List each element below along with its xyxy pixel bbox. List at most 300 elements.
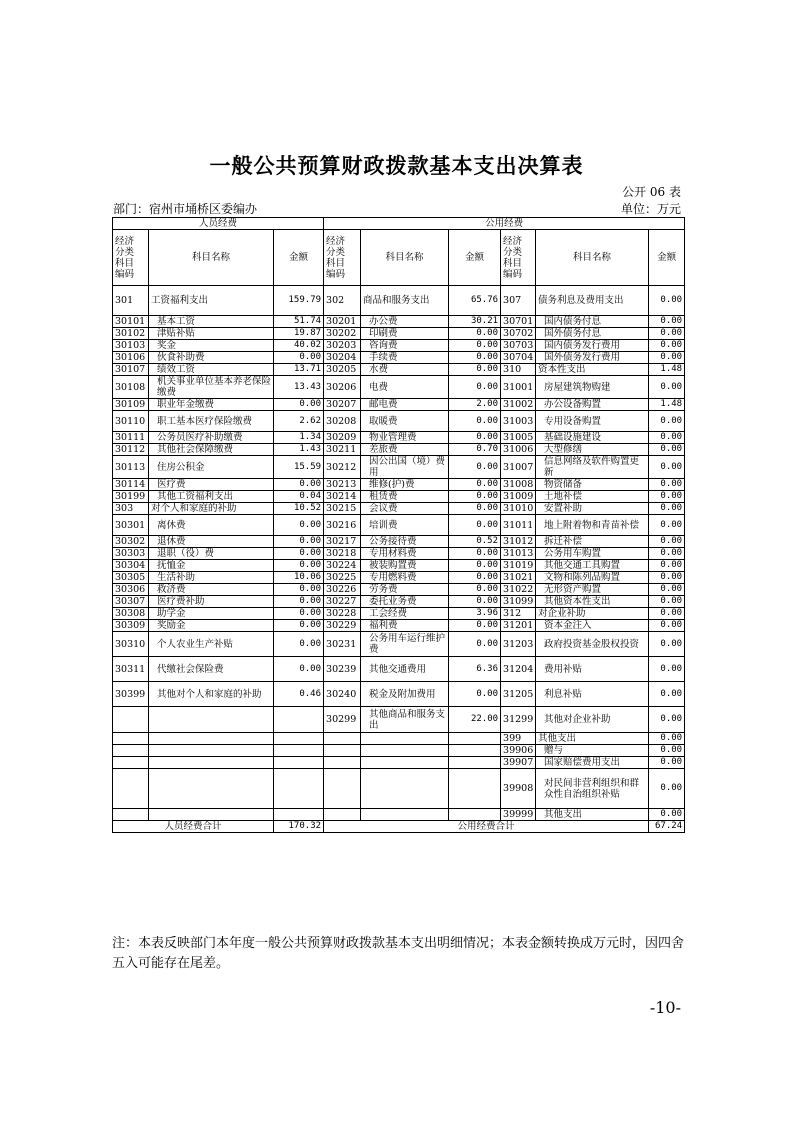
personnel-name-cell: 其他对个人和家庭的补助 <box>149 682 274 707</box>
personnel-name-cell: 奖金 <box>149 340 274 352</box>
capital-code-cell: 39999 <box>501 809 536 821</box>
public-total-label: 公用经费合计 <box>324 821 649 833</box>
capital-code-cell: 39908 <box>501 769 536 809</box>
personnel-amount-cell: 0.00 <box>274 515 324 536</box>
public-amount-cell: 0.00 <box>449 411 501 432</box>
capital-amount-cell: 0.00 <box>649 584 685 596</box>
capital-code-cell: 31022 <box>501 584 536 596</box>
personnel-name-cell <box>149 733 274 745</box>
capital-amount-cell: 0.00 <box>649 548 685 560</box>
public-code-cell <box>324 757 361 769</box>
public-code-cell: 30207 <box>324 399 361 411</box>
personnel-code-cell: 30102 <box>113 328 149 340</box>
capital-amount-cell: 0.00 <box>649 536 685 548</box>
public-name-cell <box>361 769 449 809</box>
capital-code-cell: 31006 <box>501 444 536 456</box>
personnel-name-cell: 离休费 <box>149 515 274 536</box>
personnel-name-cell: 生活补助 <box>149 572 274 584</box>
personnel-name-cell <box>149 769 274 809</box>
personnel-amount-cell: 0.46 <box>274 682 324 707</box>
public-code-cell: 30205 <box>324 364 361 376</box>
personnel-amount-cell: 0.00 <box>274 548 324 560</box>
personnel-amount-cell: 0.04 <box>274 491 324 503</box>
capital-amount-cell: 0.00 <box>649 657 685 682</box>
personnel-name-cell <box>149 809 274 821</box>
personnel-amount-cell: 0.00 <box>274 596 324 608</box>
table-row <box>113 707 685 733</box>
personnel-code-cell: 30112 <box>113 444 149 456</box>
personnel-amount-cell: 15.59 <box>274 456 324 479</box>
capital-code-cell: 31019 <box>501 560 536 572</box>
capital-name-cell: 国内债务发行费用 <box>536 340 649 352</box>
personnel-amount-cell: 0.00 <box>274 608 324 620</box>
public-name-cell: 维修(护)费 <box>361 479 449 491</box>
personnel-name-cell <box>149 707 274 733</box>
capital-code-cell: 31009 <box>501 491 536 503</box>
capital-amount-cell: 0.00 <box>649 503 685 515</box>
personnel-code-cell: 30107 <box>113 364 149 376</box>
capital-name-cell: 赠与 <box>536 745 649 757</box>
personnel-name-cell: 基本工资 <box>149 316 274 328</box>
table-row <box>113 399 685 411</box>
capital-name-cell: 其他对企业补助 <box>536 707 649 733</box>
capital-amount-cell: 0.00 <box>649 682 685 707</box>
public-amount-cell: 0.00 <box>449 584 501 596</box>
table-row <box>113 608 685 620</box>
table-row <box>113 682 685 707</box>
capital-code-cell: 31010 <box>501 503 536 515</box>
table-row <box>113 364 685 376</box>
personnel-code-cell: 30303 <box>113 548 149 560</box>
public-amount-cell: 0.00 <box>449 515 501 536</box>
capital-code-cell: 307 <box>501 286 536 316</box>
public-code-cell: 30225 <box>324 572 361 584</box>
capital-code-cell: 39906 <box>501 745 536 757</box>
personnel-name-cell: 绩效工资 <box>149 364 274 376</box>
capital-name-cell: 国外债务付息 <box>536 328 649 340</box>
capital-name-cell: 国外债务发行费用 <box>536 352 649 364</box>
personnel-name-cell: 其他社会保障缴费 <box>149 444 274 456</box>
personnel-name-cell: 工资福利支出 <box>149 286 274 316</box>
public-code-cell: 30212 <box>324 456 361 479</box>
public-amount-cell: 0.00 <box>449 432 501 444</box>
personnel-amount-cell: 159.79 <box>274 286 324 316</box>
personnel-code-cell <box>113 769 149 809</box>
personnel-name-cell: 退休费 <box>149 536 274 548</box>
personnel-code-cell: 30305 <box>113 572 149 584</box>
personnel-name-cell: 助学金 <box>149 608 274 620</box>
table-row <box>113 491 685 503</box>
public-name-cell: 其他商品和服务支出 <box>361 707 449 733</box>
capital-code-cell: 30704 <box>501 352 536 364</box>
public-code-cell: 30201 <box>324 316 361 328</box>
personnel-code-cell <box>113 745 149 757</box>
table-row <box>113 456 685 479</box>
personnel-name-cell: 津贴补贴 <box>149 328 274 340</box>
personnel-amount-cell: 0.00 <box>274 632 324 657</box>
personnel-code-cell: 303 <box>113 503 149 515</box>
public-amount-cell: 0.00 <box>449 620 501 632</box>
capital-amount-cell: 0.00 <box>649 515 685 536</box>
capital-code-cell: 31005 <box>501 432 536 444</box>
personnel-amount-cell: 0.00 <box>274 352 324 364</box>
personnel-total-label: 人员经费合计 <box>113 821 274 833</box>
personnel-amount-cell: 10.52 <box>274 503 324 515</box>
public-amount-cell: 30.21 <box>449 316 501 328</box>
personnel-code-cell: 30310 <box>113 632 149 657</box>
public-code-cell: 30239 <box>324 657 361 682</box>
personnel-code-cell: 30302 <box>113 536 149 548</box>
personnel-amount-cell: 0.00 <box>274 560 324 572</box>
public-amount-cell: 0.00 <box>449 340 501 352</box>
capital-name-cell: 政府投资基金股权投资 <box>536 632 649 657</box>
capital-name-cell: 费用补贴 <box>536 657 649 682</box>
personnel-amount-cell: 0.00 <box>274 399 324 411</box>
personnel-code-cell: 301 <box>113 286 149 316</box>
table-row <box>113 632 685 657</box>
public-name-cell: 因公出国（境）费用 <box>361 456 449 479</box>
public-name-cell: 公务用车运行维护费 <box>361 632 449 657</box>
table-row <box>113 316 685 328</box>
capital-amount-cell: 1.48 <box>649 364 685 376</box>
table-row <box>113 411 685 432</box>
capital-code-cell: 31002 <box>501 399 536 411</box>
public-name-cell <box>361 757 449 769</box>
public-amount-cell: 0.00 <box>449 596 501 608</box>
public-code-cell: 30240 <box>324 682 361 707</box>
form-number: 公开 06 表 <box>622 185 681 199</box>
public-name-cell: 租赁费 <box>361 491 449 503</box>
public-code-cell: 30299 <box>324 707 361 733</box>
capital-name-cell: 大型修缮 <box>536 444 649 456</box>
personnel-name-cell: 住房公积金 <box>149 456 274 479</box>
personnel-name-cell: 其他工资福利支出 <box>149 491 274 503</box>
personnel-code-cell: 30106 <box>113 352 149 364</box>
code-header: 经济 分类 科目 编码 <box>324 230 361 286</box>
capital-name-cell: 地上附着物和青苗补偿 <box>536 515 649 536</box>
personnel-code-cell: 30103 <box>113 340 149 352</box>
personnel-amount-cell: 10.06 <box>274 572 324 584</box>
public-name-cell: 税金及附加费用 <box>361 682 449 707</box>
public-code-cell: 30215 <box>324 503 361 515</box>
table-row <box>113 657 685 682</box>
personnel-amount-cell <box>274 757 324 769</box>
public-amount-cell: 0.00 <box>449 352 501 364</box>
public-name-cell: 工会经费 <box>361 608 449 620</box>
public-amount-cell: 0.00 <box>449 364 501 376</box>
public-amount-cell: 0.00 <box>449 503 501 515</box>
personnel-amount-cell: 0.00 <box>274 536 324 548</box>
personnel-name-cell: 伙食补助费 <box>149 352 274 364</box>
personnel-amount-cell: 1.34 <box>274 432 324 444</box>
table-row <box>113 515 685 536</box>
table-row <box>113 809 685 821</box>
personnel-amount-cell: 0.00 <box>274 620 324 632</box>
public-name-cell: 劳务费 <box>361 584 449 596</box>
table-row <box>113 432 685 444</box>
personnel-name-cell: 个人农业生产补贴 <box>149 632 274 657</box>
capital-code-cell: 30703 <box>501 340 536 352</box>
personnel-amount-cell <box>274 769 324 809</box>
capital-code-cell: 31201 <box>501 620 536 632</box>
table-row <box>113 596 685 608</box>
personnel-amount-cell: 13.43 <box>274 376 324 399</box>
capital-amount-cell: 0.00 <box>649 376 685 399</box>
personnel-amount-cell: 2.62 <box>274 411 324 432</box>
personnel-name-cell: 职业年金缴费 <box>149 399 274 411</box>
public-name-cell: 培训费 <box>361 515 449 536</box>
capital-amount-cell: 0.00 <box>649 809 685 821</box>
name-header: 科目名称 <box>149 230 274 286</box>
table-row <box>113 444 685 456</box>
capital-amount-cell: 0.00 <box>649 411 685 432</box>
personnel-name-cell: 代缴社会保险费 <box>149 657 274 682</box>
footnote: 注：本表反映部门本年度一般公共预算财政拨款基本支出明细情况；本表金额转换成万元时，因四舍五入可能存在尾差。 <box>112 936 685 971</box>
personnel-code-cell: 30101 <box>113 316 149 328</box>
capital-name-cell: 资本性支出 <box>536 364 649 376</box>
public-code-cell: 30204 <box>324 352 361 364</box>
public-name-cell: 物业管理费 <box>361 432 449 444</box>
public-code-cell: 30224 <box>324 560 361 572</box>
capital-amount-cell: 0.00 <box>649 444 685 456</box>
personnel-amount-cell: 0.00 <box>274 584 324 596</box>
amount-header: 金额 <box>649 230 685 286</box>
personnel-code-cell: 30113 <box>113 456 149 479</box>
public-amount-cell: 0.00 <box>449 376 501 399</box>
capital-amount-cell: 0.00 <box>649 757 685 769</box>
personnel-name-cell: 医疗费 <box>149 479 274 491</box>
capital-name-cell: 基础设施建设 <box>536 432 649 444</box>
capital-amount-cell: 0.00 <box>649 632 685 657</box>
table-row <box>113 548 685 560</box>
public-amount-cell: 0.00 <box>449 682 501 707</box>
table-row <box>113 479 685 491</box>
personnel-code-cell <box>113 733 149 745</box>
personnel-amount-cell <box>274 809 324 821</box>
code-header: 经济 分类 科目 编码 <box>113 230 149 286</box>
personnel-name-cell <box>149 745 274 757</box>
capital-code-cell: 31008 <box>501 479 536 491</box>
capital-code-cell: 310 <box>501 364 536 376</box>
public-amount-cell <box>449 769 501 809</box>
capital-amount-cell: 0.00 <box>649 596 685 608</box>
capital-name-cell: 信息网络及软件购置更新 <box>536 456 649 479</box>
capital-name-cell: 安置补助 <box>536 503 649 515</box>
personnel-code-cell: 30311 <box>113 657 149 682</box>
public-name-cell: 印刷费 <box>361 328 449 340</box>
public-amount-cell: 3.96 <box>449 608 501 620</box>
public-amount-cell: 6.36 <box>449 657 501 682</box>
personnel-name-cell <box>149 757 274 769</box>
capital-name-cell: 公务用车购置 <box>536 548 649 560</box>
table-row <box>113 352 685 364</box>
table-row <box>113 757 685 769</box>
capital-code-cell: 31001 <box>501 376 536 399</box>
public-name-cell: 专用燃料费 <box>361 572 449 584</box>
public-amount-cell: 0.00 <box>449 560 501 572</box>
public-code-cell: 30227 <box>324 596 361 608</box>
personnel-code-cell <box>113 809 149 821</box>
personnel-name-cell: 职工基本医疗保险缴费 <box>149 411 274 432</box>
capital-amount-cell: 0.00 <box>649 707 685 733</box>
personnel-name-cell: 救济费 <box>149 584 274 596</box>
public-code-cell <box>324 809 361 821</box>
personnel-name-cell: 医疗费补助 <box>149 596 274 608</box>
capital-code-cell: 31205 <box>501 682 536 707</box>
public-group-header: 公用经费 <box>324 218 685 230</box>
public-code-cell: 30216 <box>324 515 361 536</box>
table-row <box>113 769 685 809</box>
capital-amount-cell: 0.00 <box>649 572 685 584</box>
capital-amount-cell: 0.00 <box>649 316 685 328</box>
capital-code-cell: 31203 <box>501 632 536 657</box>
public-name-cell: 其他交通费用 <box>361 657 449 682</box>
code-header: 经济 分类 科目 编码 <box>501 230 536 286</box>
capital-name-cell: 利息补贴 <box>536 682 649 707</box>
personnel-group-header: 人员经费 <box>113 218 324 230</box>
table-row <box>113 745 685 757</box>
public-amount-cell: 0.00 <box>449 548 501 560</box>
personnel-amount-cell <box>274 733 324 745</box>
table-row <box>113 584 685 596</box>
capital-code-cell: 399 <box>501 733 536 745</box>
amount-header: 金额 <box>449 230 501 286</box>
capital-code-cell: 31011 <box>501 515 536 536</box>
public-amount-cell <box>449 757 501 769</box>
capital-name-cell: 房屋建筑物购建 <box>536 376 649 399</box>
public-code-cell: 30218 <box>324 548 361 560</box>
capital-code-cell: 31299 <box>501 707 536 733</box>
personnel-amount-cell: 1.43 <box>274 444 324 456</box>
public-code-cell: 30228 <box>324 608 361 620</box>
public-amount-cell: 2.00 <box>449 399 501 411</box>
public-name-cell <box>361 745 449 757</box>
personnel-code-cell: 30304 <box>113 560 149 572</box>
public-amount-cell: 0.00 <box>449 632 501 657</box>
page-title: 一般公共预算财政拨款基本支出决算表 <box>209 153 584 178</box>
personnel-amount-cell <box>274 745 324 757</box>
table-row <box>113 286 685 316</box>
capital-name-cell: 国内债务付息 <box>536 316 649 328</box>
capital-name-cell: 对民间非营利组织和群众性自治组织补贴 <box>536 769 649 809</box>
capital-amount-cell: 0.00 <box>649 769 685 809</box>
capital-amount-cell: 0.00 <box>649 340 685 352</box>
public-amount-cell: 65.76 <box>449 286 501 316</box>
personnel-code-cell: 30199 <box>113 491 149 503</box>
public-amount-cell <box>449 745 501 757</box>
public-name-cell: 邮电费 <box>361 399 449 411</box>
public-total-value: 67.24 <box>649 821 685 833</box>
capital-code-cell: 31003 <box>501 411 536 432</box>
personnel-amount-cell: 13.71 <box>274 364 324 376</box>
capital-amount-cell: 0.00 <box>649 608 685 620</box>
public-code-cell: 30226 <box>324 584 361 596</box>
public-code-cell <box>324 745 361 757</box>
public-name-cell: 专用材料费 <box>361 548 449 560</box>
personnel-name-cell: 抚恤金 <box>149 560 274 572</box>
public-code-cell: 30203 <box>324 340 361 352</box>
capital-amount-cell: 0.00 <box>649 352 685 364</box>
public-name-cell <box>361 809 449 821</box>
public-code-cell: 30217 <box>324 536 361 548</box>
capital-name-cell: 债务利息及费用支出 <box>536 286 649 316</box>
public-name-cell: 差旅费 <box>361 444 449 456</box>
personnel-code-cell: 30109 <box>113 399 149 411</box>
capital-code-cell: 31007 <box>501 456 536 479</box>
capital-name-cell: 拆迁补偿 <box>536 536 649 548</box>
capital-code-cell: 31021 <box>501 572 536 584</box>
public-name-cell: 取暖费 <box>361 411 449 432</box>
capital-amount-cell: 0.00 <box>649 560 685 572</box>
public-amount-cell: 22.00 <box>449 707 501 733</box>
capital-code-cell: 39907 <box>501 757 536 769</box>
public-name-cell <box>361 733 449 745</box>
public-code-cell: 30214 <box>324 491 361 503</box>
capital-name-cell: 办公设备购置 <box>536 399 649 411</box>
public-code-cell <box>324 733 361 745</box>
capital-name-cell: 无形资产购置 <box>536 584 649 596</box>
capital-name-cell: 土地补偿 <box>536 491 649 503</box>
personnel-code-cell: 30301 <box>113 515 149 536</box>
capital-code-cell: 31012 <box>501 536 536 548</box>
table-row <box>113 376 685 399</box>
personnel-code-cell: 30114 <box>113 479 149 491</box>
table-row <box>113 328 685 340</box>
capital-name-cell: 专用设备购置 <box>536 411 649 432</box>
capital-name-cell: 资本金注入 <box>536 620 649 632</box>
personnel-code-cell: 30110 <box>113 411 149 432</box>
capital-amount-cell: 0.00 <box>649 432 685 444</box>
capital-code-cell: 31013 <box>501 548 536 560</box>
public-name-cell: 咨询费 <box>361 340 449 352</box>
personnel-code-cell: 30108 <box>113 376 149 399</box>
public-name-cell: 电费 <box>361 376 449 399</box>
public-amount-cell: 0.00 <box>449 456 501 479</box>
capital-amount-cell: 0.00 <box>649 328 685 340</box>
capital-amount-cell: 0.00 <box>649 620 685 632</box>
capital-name-cell: 物资储备 <box>536 479 649 491</box>
public-amount-cell: 0.70 <box>449 444 501 456</box>
personnel-amount-cell: 19.87 <box>274 328 324 340</box>
table-row <box>113 572 685 584</box>
personnel-code-cell: 30309 <box>113 620 149 632</box>
table-row <box>113 536 685 548</box>
capital-amount-cell: 0.00 <box>649 456 685 479</box>
personnel-amount-cell <box>274 707 324 733</box>
public-code-cell: 30231 <box>324 632 361 657</box>
personnel-code-cell: 30111 <box>113 432 149 444</box>
capital-amount-cell: 0.00 <box>649 286 685 316</box>
public-code-cell: 30211 <box>324 444 361 456</box>
personnel-name-cell: 对个人和家庭的补助 <box>149 503 274 515</box>
personnel-amount-cell: 40.02 <box>274 340 324 352</box>
amount-header: 金额 <box>274 230 324 286</box>
public-amount-cell <box>449 809 501 821</box>
capital-code-cell: 30702 <box>501 328 536 340</box>
capital-name-cell: 其他交通工具购置 <box>536 560 649 572</box>
public-amount-cell <box>449 733 501 745</box>
public-code-cell: 30209 <box>324 432 361 444</box>
capital-name-cell: 其他资本性支出 <box>536 596 649 608</box>
capital-amount-cell: 1.48 <box>649 399 685 411</box>
capital-name-cell: 对企业补助 <box>536 608 649 620</box>
public-amount-cell: 0.00 <box>449 572 501 584</box>
personnel-name-cell: 奖励金 <box>149 620 274 632</box>
table-row <box>113 560 685 572</box>
public-name-cell: 商品和服务支出 <box>361 286 449 316</box>
capital-code-cell: 31204 <box>501 657 536 682</box>
public-name-cell: 办公费 <box>361 316 449 328</box>
